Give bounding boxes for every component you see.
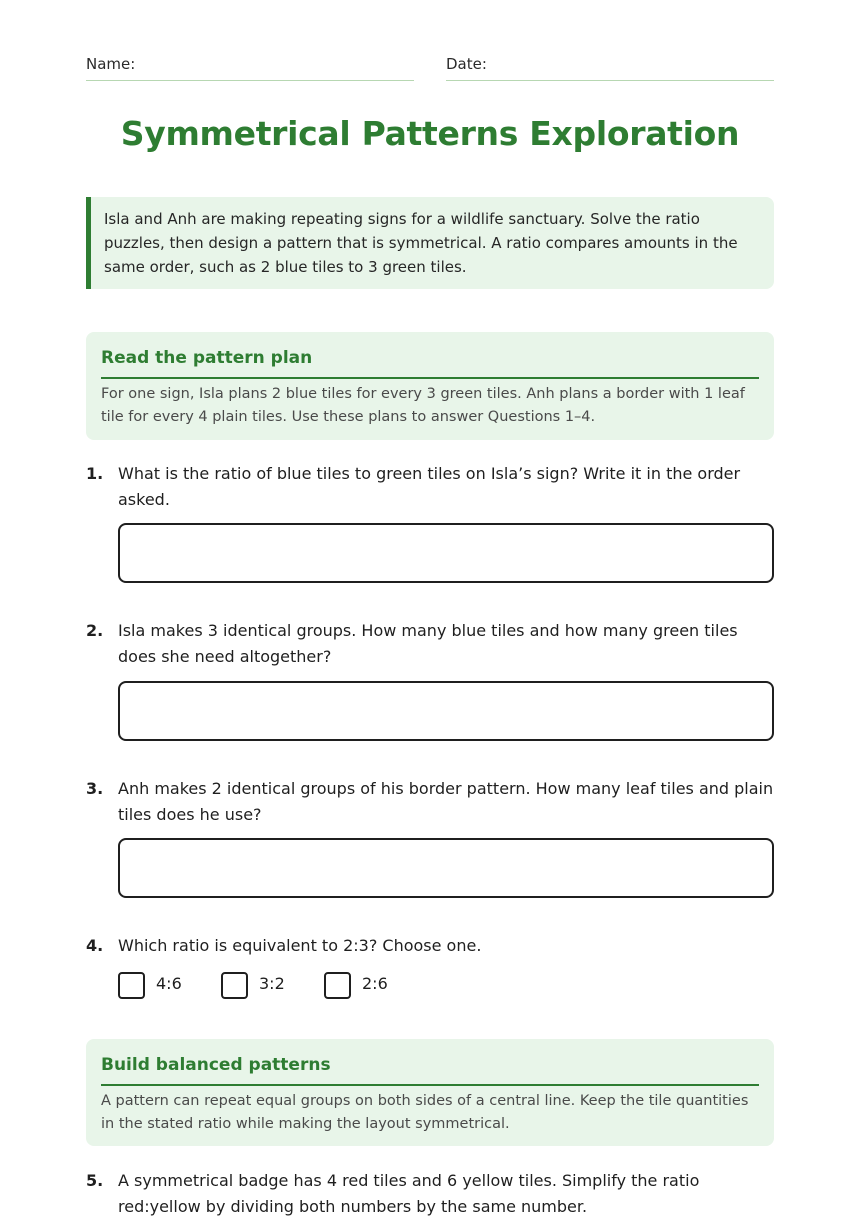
answer-box-3[interactable] <box>118 838 774 898</box>
section-balanced-patterns <box>86 1039 774 1146</box>
question-number: 2. <box>86 621 104 640</box>
date-field[interactable] <box>446 52 774 81</box>
worksheet-title: Symmetrical Patterns Exploration <box>120 114 740 153</box>
section-pattern-plan <box>86 332 774 440</box>
answer-box-1[interactable] <box>118 523 774 583</box>
name-field[interactable] <box>86 52 414 81</box>
date-label: Date: <box>446 55 487 73</box>
question-number: 3. <box>86 779 104 798</box>
choice-label: 3:2 <box>259 974 285 993</box>
answer-box-2[interactable] <box>118 681 774 741</box>
checkbox[interactable] <box>324 972 351 999</box>
question-text: Isla makes 3 identical groups. How many blue tiles and how many green tiles does she need altogether? <box>118 621 738 666</box>
question-number: 4. <box>86 936 104 955</box>
question-text: A symmetrical badge has 4 red tiles and 6 yellow tiles. Simplify the ratio red:yellow by dividing both numbers by the same number. <box>118 1171 700 1216</box>
question-number: 5. <box>86 1171 104 1190</box>
worksheet-page <box>86 0 774 1216</box>
student-info-row <box>86 52 774 80</box>
question-number: 1. <box>86 464 104 483</box>
choice-label: 2:6 <box>362 974 388 993</box>
question-text: Anh makes 2 identical groups of his border pattern. How many leaf tiles and plain tiles does he use? <box>118 779 774 824</box>
choice-label: 4:6 <box>156 974 182 993</box>
intro-callout: Isla and Anh are making repeating signs for a wildlife sanctuary. Solve the ratio puzzles, then design a pattern that is symmetrical. A ratio compares amounts in the same order, such as 2 blue tiles to 3 green tiles. <box>86 197 774 289</box>
question-text: What is the ratio of blue tiles to green tiles on Isla’s sign? Write it in the order asked. <box>118 464 741 509</box>
section-text: For one sign, Isla plans 2 blue tiles for every 3 green tiles. Anh plans a border with 1 leaf tile for every 4 plain tiles. Use these plans to answer Questions 1–4. <box>101 386 745 425</box>
section-title: Build balanced patterns <box>101 1053 759 1086</box>
section-text: A pattern can repeat equal groups on both sides of a central line. Keep the tile quantities in the stated ratio while making the layout symmetrical. <box>101 1093 749 1132</box>
answer-choices <box>118 971 774 1001</box>
section-title: Read the pattern plan <box>101 346 759 379</box>
checkbox[interactable] <box>118 972 145 999</box>
checkbox[interactable] <box>221 972 248 999</box>
name-label: Name: <box>86 55 136 73</box>
question-text: Which ratio is equivalent to 2:3? Choose one. <box>118 936 482 955</box>
